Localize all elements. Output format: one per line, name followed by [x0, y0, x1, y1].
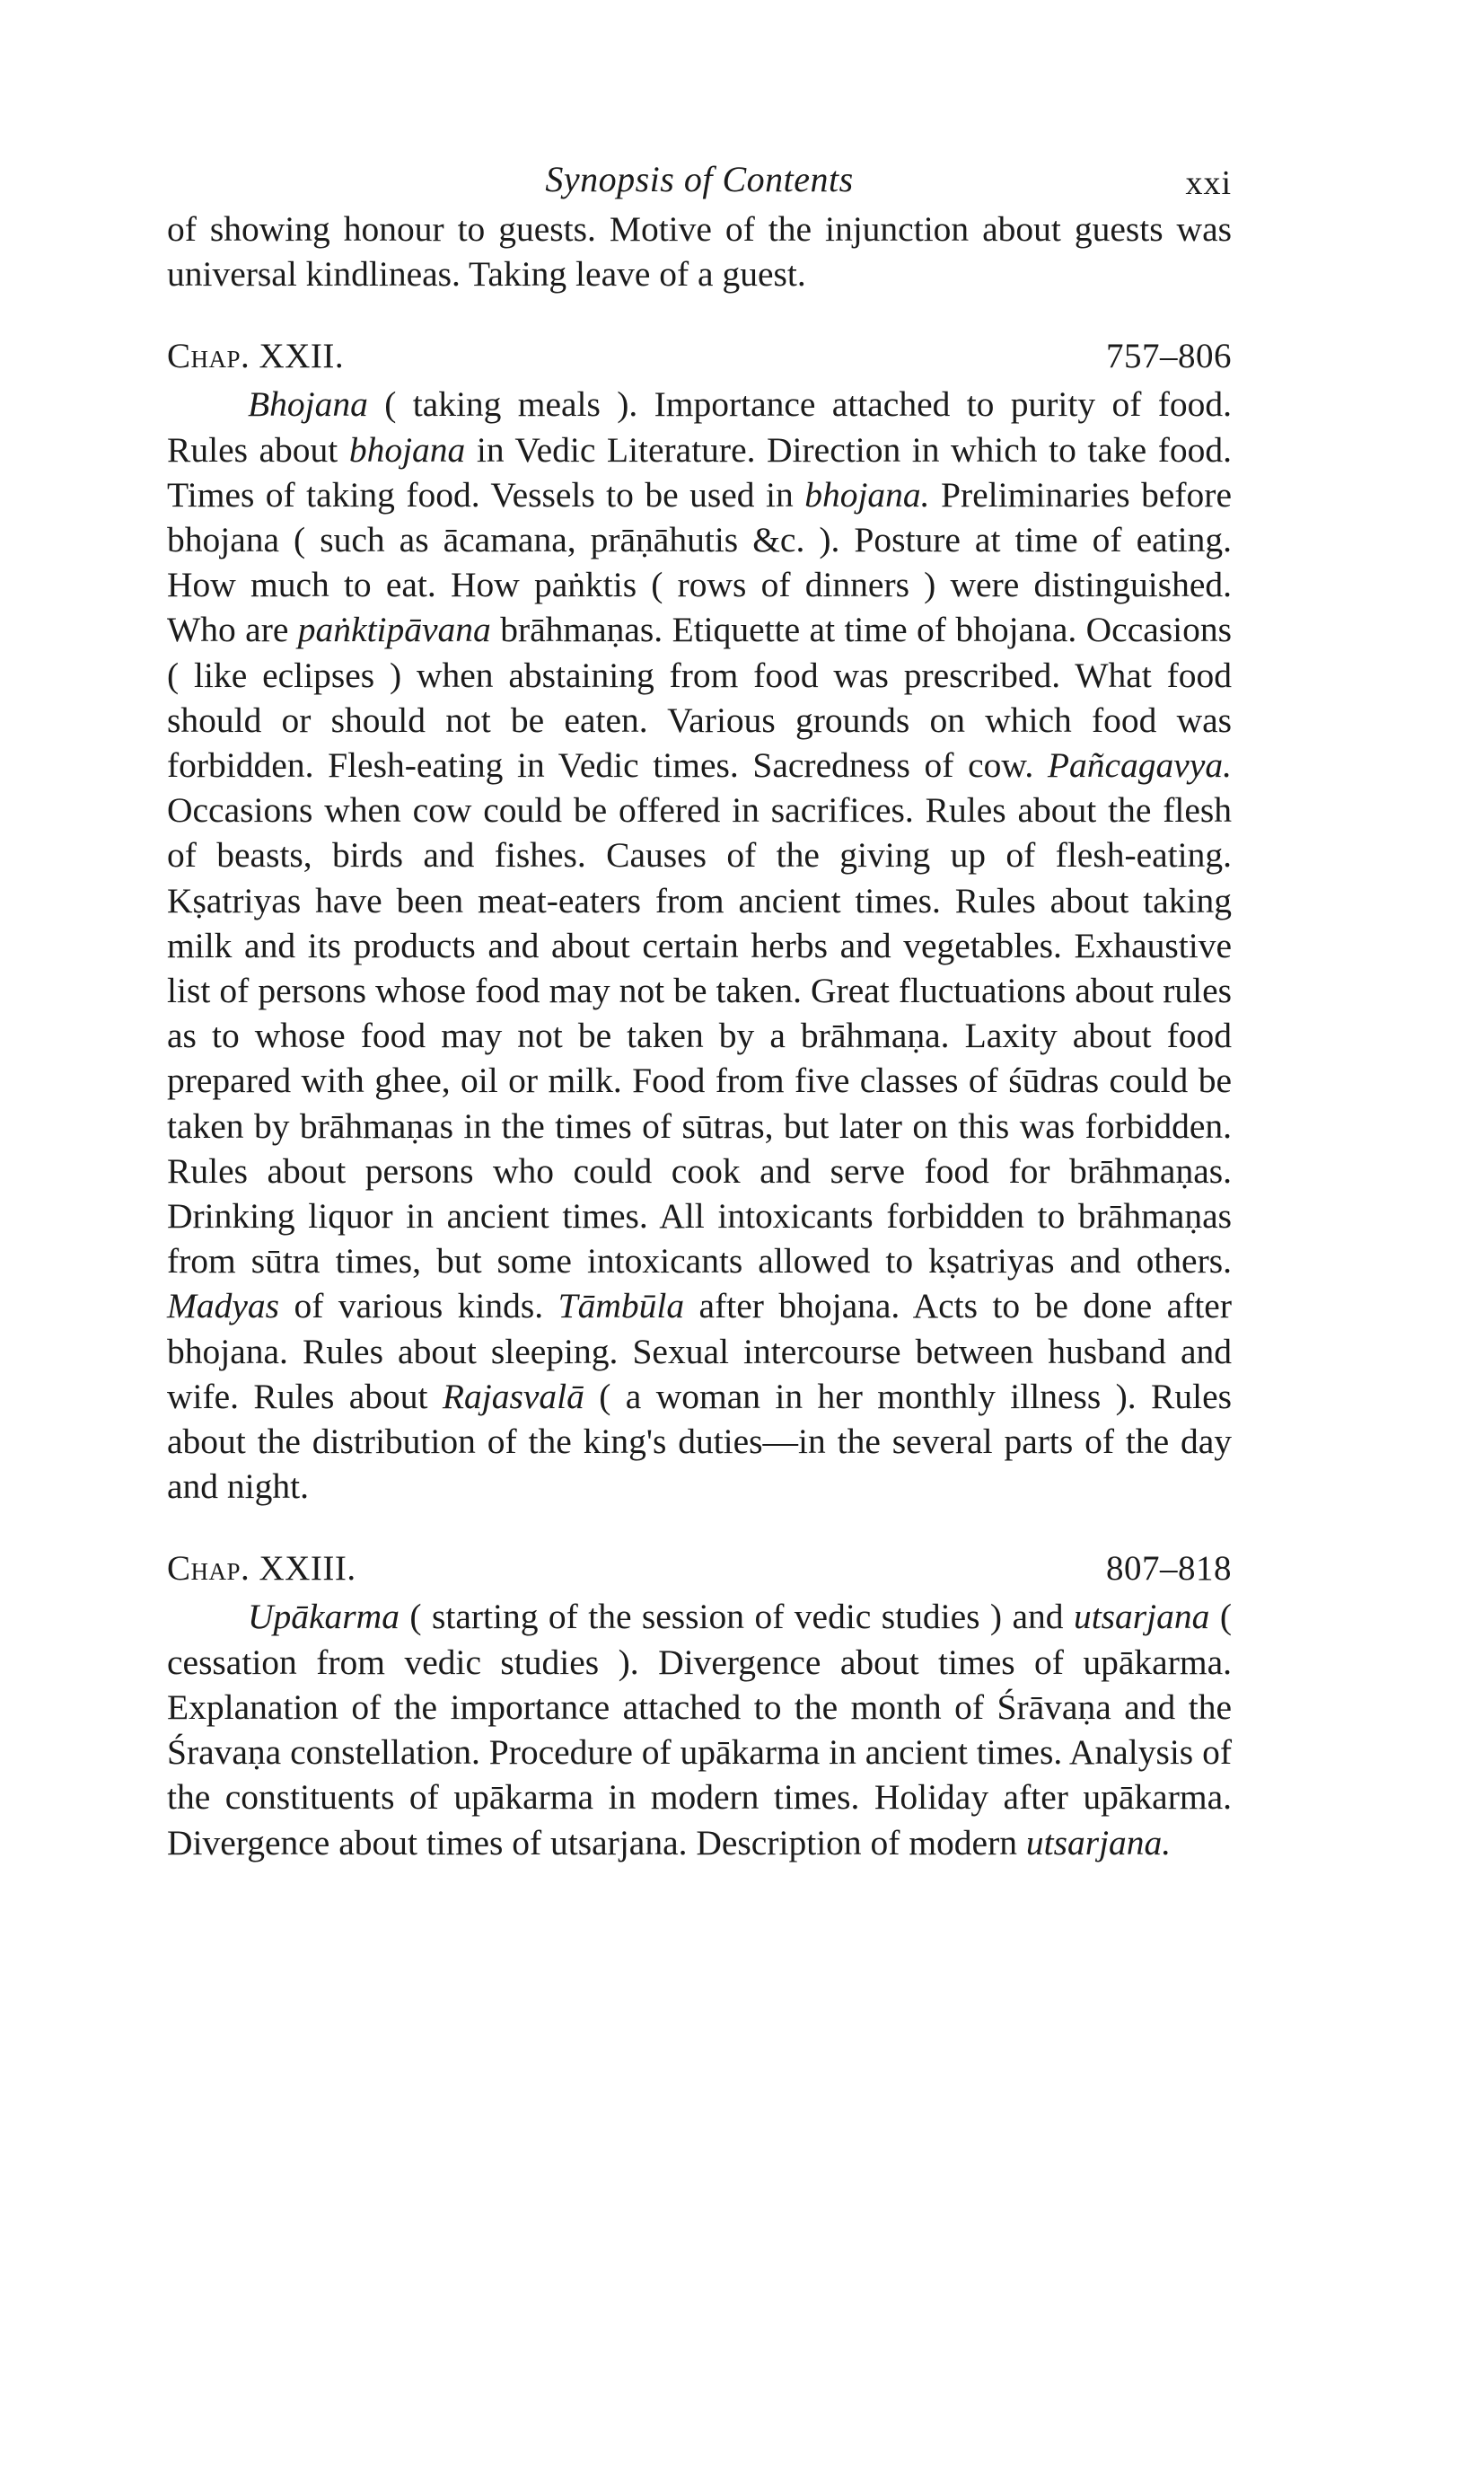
- chapter-heading-22: [167, 336, 1232, 376]
- chapter-23-summary: [167, 1594, 1232, 1864]
- summary-text: ( starting of the session of vedic studies ) and: [399, 1597, 1074, 1637]
- term-italic: utsarjana: [1073, 1597, 1210, 1637]
- term-italic: Rajasvalā: [442, 1376, 584, 1416]
- summary-text: after bhojana. Acts to be done after bhojana. Rules about sleeping. Sexual intercourse between husband and wife. Rules about: [167, 1286, 1232, 1416]
- term-italic: Madyas: [167, 1286, 280, 1326]
- continued-paragraph: of showing honour to guests. Motive of the injunction about guests was universal kindlineas. Taking leave of a guest.: [167, 209, 1232, 295]
- term-italic: utsarjana.: [1025, 1822, 1172, 1862]
- chapter-label: Chap. XXII.: [167, 337, 345, 376]
- term-italic: paṅktipāvana: [297, 610, 491, 650]
- summary-text: Preliminaries before bhojana ( such as ācamana, prāṇāhutis &c. ). Posture at time of eating. How much to eat. How paṅktis ( rows of dinners ) were distinguished. Who are: [167, 474, 1232, 650]
- chapter-22-summary: [167, 382, 1232, 1509]
- summary-text: ( cessation from vedic studies ). Divergence about times of upākarma. Explanation of the importance attached to the month of Śrāvaṇa and the Śravaṇa constellation. Procedure of upākarma in ancient times. Analysis of the constituents of upākarma in modern times. Holiday after upākarma. Divergence about times of utsarjana. Description of modern: [167, 1597, 1232, 1862]
- term-italic: Pañcagavya.: [1047, 745, 1232, 786]
- summary-text: ( a woman in her monthly illness ). Rules about the distribution of the king's duties—in the several parts of the day and night.: [167, 1376, 1232, 1507]
- running-head: [167, 135, 1232, 207]
- summary-text: brāhmaṇas. Etiquette at time of bhojana. Occasions ( like eclipses ) when abstaining from food was prescribed. What food should or should not be eaten. Various grounds on which food was forbidden. Flesh-eating in Vedic times. Sacredness of cow.: [167, 610, 1232, 786]
- summary-text: of various kinds.: [279, 1286, 558, 1326]
- summary-text: in Vedic Literature. Direction in which to take food. Times of taking food. Vessels to be used in: [167, 429, 1232, 515]
- page-number: xxi: [1185, 164, 1232, 202]
- term-italic: Tāmbūla: [558, 1286, 685, 1326]
- chapter-page-range: 757–806: [1106, 337, 1232, 376]
- term-italic: Upākarma: [248, 1597, 400, 1637]
- chapter-label: Chap. XXIII.: [167, 1549, 356, 1589]
- term-italic: Bhojana: [248, 384, 368, 425]
- term-italic: bhojana.: [804, 474, 930, 515]
- book-page: [167, 135, 1232, 1865]
- term-italic: bhojana: [348, 429, 466, 470]
- chapter-heading-23: [167, 1548, 1232, 1589]
- chapter-page-range: 807–818: [1106, 1549, 1232, 1589]
- summary-text: ( taking meals ). Importance attached to purity of food. Rules about: [167, 384, 1232, 470]
- running-title: Synopsis of Contents: [545, 159, 854, 199]
- summary-text: Occasions when cow could be offered in sacrifices. Rules about the flesh of beasts, birds and fishes. Causes of the giving up of flesh-eating. Kṣatriyas have been meat-eaters from ancient times. Rules about taking milk and its products and about certain herbs and vegetables. Exhaustive list of persons whose food may not be taken. Great fluctuations about rules as to whose food may not be taken by a brāhmaṇa. Laxity about food prepared with ghee, oil or milk. Food from five classes of śūdras could be taken by brāhmaṇas in the times of sūtras, but later on this was forbidden. Rules about persons who could cook and serve food for brāhmaṇas. Drinking liquor in ancient times. All intoxicants forbidden to brāhmaṇas from sūtra times, but some intoxicants allowed to kṣatriyas and others.: [167, 790, 1232, 1281]
